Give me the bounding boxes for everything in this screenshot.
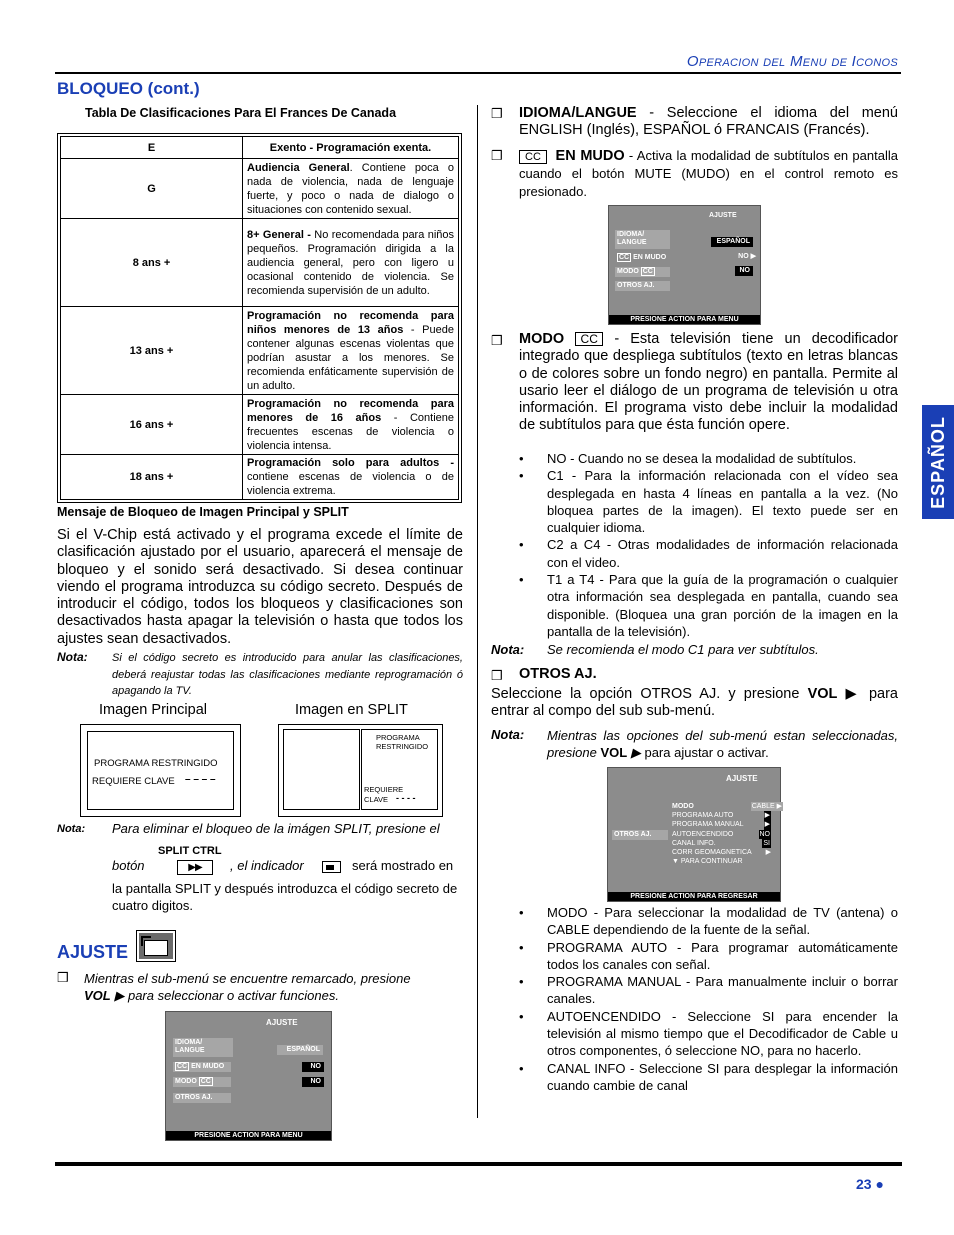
en-mudo-item: CC EN MUDO - Activa la modalidad de subtítulos en pantalla cuando el botón MUTE (MUDO) en el control remoto es presionado. — [519, 148, 898, 199]
menu-item-en-mudo: CC EN MUDO — [619, 254, 667, 261]
note2-indicador: , el indicador — [230, 858, 304, 873]
menu-value-idioma: ESPAÑOL — [277, 1045, 323, 1055]
list-item: • C2 a C4 - Otras modalidades de información relacionada con el video. — [519, 537, 898, 570]
list-item: • NO - Cuando no se desea la modalidad de subtítulos. — [519, 451, 857, 466]
rating-row — [61, 455, 459, 500]
note2-label: Nota: — [57, 823, 86, 835]
menu-value-idioma: ESPAÑOL — [711, 237, 753, 247]
list-item: • PROGRAMA AUTO - Para programar automáticamente todos los canales con señal. — [519, 939, 898, 972]
bullet-dot-icon: ● — [875, 1176, 884, 1192]
list-item: • C1 - Para la información relacionada con el vídeo sea desplegada en hasta 4 líneas en pantalla a la vez. (No bloquea partes de la imagen). El texto puede ser en cualquier idioma. — [519, 468, 898, 536]
ajuste-note: Mientras el sub-menú se encuentre remarcado, presione VOL ▶ para seleccionar o activar funciones. — [84, 971, 411, 1003]
split-right-pane — [361, 729, 438, 810]
image-split-label: Imagen en SPLIT — [295, 702, 408, 718]
menu-value-modo: NO — [735, 266, 753, 276]
rating-desc: Exento - Programación exenta. — [243, 137, 459, 159]
note-label: Nota: — [491, 727, 525, 742]
menu-footer: PRESIONE ACTION PARA MENU — [609, 315, 760, 324]
split-key: CLAVE — [364, 795, 389, 804]
rating-desc: Audiencia General. Contiene poca o nada de violencia, nada de lenguaje fuerte, y poco o nada de dialogo o situaciones con contenido sexual. — [243, 159, 459, 219]
rating-row — [61, 395, 459, 455]
menu-item-otros: OTROS AJ. — [615, 281, 670, 291]
section-title: BLOQUEO (cont.) — [57, 79, 200, 98]
restricted-text: PROGRAMA RESTRINGIDO — [94, 758, 218, 769]
menu-value-en-mudo: NO — [302, 1062, 324, 1072]
submenu-items — [672, 802, 782, 866]
menu-item-otros: OTROS AJ. — [612, 830, 668, 840]
menu-footer: PRESIONE ACTION PARA MENU — [166, 1131, 331, 1140]
list-item: • T1 a T4 - Para que la guía de la programación o cualquier otra información sea desplegada en pantalla, cuando sea disponible. (Bloquea una gran porción de la imagen en la pantalla de la televisión). — [519, 572, 898, 639]
nota-otros: Mientras las opciones del sub-menú estan seleccionadas, presione VOL ▶ para ajustar o activar. — [547, 728, 898, 760]
split-ctrl-label: SPLIT CTRL — [158, 845, 222, 857]
split-restricted-2: RESTRINGIDO — [376, 742, 429, 751]
rating-code: 13 ans + — [61, 307, 243, 395]
menu-title: AJUSTE — [726, 774, 758, 783]
modo-bullet-list — [519, 450, 898, 640]
submenu-item: CANAL INFO. SI — [672, 839, 770, 847]
note-text: Si el código secreto es introducido para anular las clasificaciones, deberá reajustar todas las clasificaciones mediante reprogramación ó apagando la TV. — [112, 652, 463, 697]
split-restricted-1: PROGRAMA — [376, 733, 420, 742]
rating-code: 16 ans + — [61, 395, 243, 455]
menu-item-modo: MODO CC — [615, 267, 670, 277]
split-indicator-icon — [322, 861, 341, 873]
split-left-pane — [283, 729, 360, 810]
checkbox-icon: ❒ — [491, 106, 503, 121]
menu-item-otros: OTROS AJ. — [173, 1093, 231, 1103]
note2-boton: botón — [112, 858, 145, 873]
split-heading: Mensaje de Bloqueo de Imagen Principal y SPLIT — [57, 505, 349, 519]
menu-value-modo: NO — [302, 1077, 324, 1087]
list-item: • PROGRAMA MANUAL - Para manualmente incluir o borrar canales. — [519, 974, 898, 1007]
rating-desc: 8+ General - No recomendada para niños pequeños. Programación dirigida a la audiencia general, pero con ligero u ocasional contenido de violencia. Se recomienda supervisión de un adulto. — [243, 219, 459, 307]
otros-menu-screen — [607, 767, 781, 902]
header-rule — [55, 72, 901, 74]
ajuste-icon — [136, 930, 176, 962]
rating-code: G — [61, 159, 243, 219]
nota-modo: Se recomienda el modo C1 para ver subtítulos. — [547, 642, 819, 657]
rating-code: E — [61, 137, 243, 159]
ratings-table — [57, 133, 462, 503]
menu-value-en-mudo: NO ▶ — [738, 253, 756, 260]
menu-item-en-mudo: CC EN MUDO — [173, 1062, 231, 1072]
list-item: • MODO - Para seleccionar la modalidad de TV (antena) o CABLE dependiendo de la fuente de la señal. — [519, 905, 898, 938]
menu-item-idioma: IDIOMA/ LANGUE — [173, 1038, 233, 1057]
main-image-frame — [80, 724, 241, 817]
table-title: Tabla De Clasificaciones Para El Frances De Canada — [85, 106, 397, 120]
menu-footer: PRESIONE ACTION PARA REGRESAR — [608, 892, 780, 901]
submenu-item: ▼ PARA CONTINUAR — [672, 858, 743, 866]
page-number: 23 ● — [856, 1176, 884, 1192]
main-image-screen — [87, 731, 234, 810]
note2-mostrado: será mostrado en — [352, 858, 454, 873]
submenu-item: AUTOENCENDIDO NO — [672, 830, 770, 838]
checkbox-icon: ❒ — [491, 148, 503, 163]
rating-desc: Programación no recomenda para niños menores de 13 años - Puede contener algunas escenas violentas que podrían asustar a los menores. Se recomienda enfáticamente supervisión de un adulto. — [243, 307, 459, 395]
requires-key-text: REQUIERE CLAVE — [92, 776, 175, 787]
otros-bullet-list — [519, 904, 898, 1094]
note2-text-a: Para eliminar el bloqueo de la imágen SPLIT, presione el — [112, 821, 440, 836]
ajuste-title: AJUSTE — [57, 942, 129, 962]
modo-item: MODO CC - Esta televisión tiene un decodificador integrado que despliega subtítulos (texto en letras blancas o de colores sobre un fondo negro) en pantalla. Permite al usario leer el diálogo de un programa de televisión u otra información. El programa visto debe incluir la modalidad de subtítulos para que ésta función opere. — [519, 331, 898, 434]
submenu-item: MODO CABLE ▶ — [672, 803, 782, 810]
menu-item-idioma: IDIOMA/ LANGUE — [615, 230, 670, 249]
rating-row — [61, 137, 459, 159]
idioma-menu-screen — [608, 205, 761, 325]
list-item: • AUTOENCENDIDO - Seleccione SI para encender la televisión al mismo tiempo que el Decodificador de Cable u otros componentes, ó seleccione NO, para no hacerlo. — [519, 1008, 898, 1059]
submenu-item: PROGRAMA AUTO ▶ — [672, 812, 770, 820]
menu-item-modo: MODO CC — [173, 1077, 231, 1087]
language-tab-label: ESPAÑOL — [927, 415, 948, 509]
idioma-item: IDIOMA/LANGUE - Seleccione el idioma del menú ENGLISH (Inglés), ESPAÑOL ó FRANCAIS (Francés). — [519, 105, 898, 139]
rating-desc: Programación no recomenda para menores de 16 años - Contiene frecuentes escenas de violencia o violencia intensa. — [243, 395, 459, 455]
otros-heading: OTROS AJ. — [519, 666, 597, 682]
image-main-label: Imagen Principal — [99, 702, 207, 718]
menu-title: AJUSTE — [266, 1018, 298, 1027]
note-label: Nota: — [491, 642, 525, 657]
rating-code: 8 ans + — [61, 219, 243, 307]
footer-rule — [55, 1162, 902, 1166]
menu-title: AJUSTE — [709, 212, 737, 219]
rating-row — [61, 307, 459, 395]
submenu-item: CORR GEOMAGNETICA ▶ — [672, 849, 771, 857]
list-item: • CANAL INFO - Seleccione SI para desplegar la información cuando cambie de canal — [519, 1060, 898, 1093]
split-paragraph: Si el V-Chip está activado y el programa excede el límite de clasificación ajustado por el usuario, aparecerá el mensaje de bloqueo y el sonido será desactivado. Si desea continuar viendo el programa introduzca su código secreto. Después de introducir el código, todos los bloqueos y clasificaciones son desactivados hasta apagar la televisión o hasta que todos los ajustes sean desactivados. — [57, 527, 463, 647]
code-dashes: – – – – — [185, 774, 216, 785]
rating-row — [61, 159, 459, 219]
split-image-frame — [278, 724, 443, 817]
otros-text: Seleccione la opción OTROS AJ. y presione VOL ▶ para entrar al compo del sub sub-menú. — [491, 686, 898, 720]
split-requires: REQUIERE — [364, 785, 404, 794]
split-dashes: - - - - — [396, 793, 416, 803]
column-divider — [477, 105, 478, 1118]
split-ctrl-button-icon: ▶▶ — [177, 860, 213, 875]
checkbox-icon: ❒ — [491, 333, 503, 348]
rating-row — [61, 219, 459, 307]
note-label: Nota: — [57, 650, 88, 664]
checkbox-icon: ❒ — [491, 668, 503, 683]
ajuste-menu-screen — [165, 1011, 332, 1141]
language-tab — [922, 405, 954, 519]
running-header: Operacion del Menu de Iconos — [686, 53, 898, 70]
checkbox-icon: ❒ — [57, 970, 69, 985]
submenu-item: PROGRAMA MANUAL ▶ — [672, 821, 770, 829]
note2-text-b: la pantalla SPLIT y después introduzca el código secreto de cuatro digitos. — [112, 881, 458, 913]
rating-code: 18 ans + — [61, 455, 243, 500]
rating-desc: Programación solo para adultos - contiene escenas de violencia o de violencia extrema. — [243, 455, 459, 500]
